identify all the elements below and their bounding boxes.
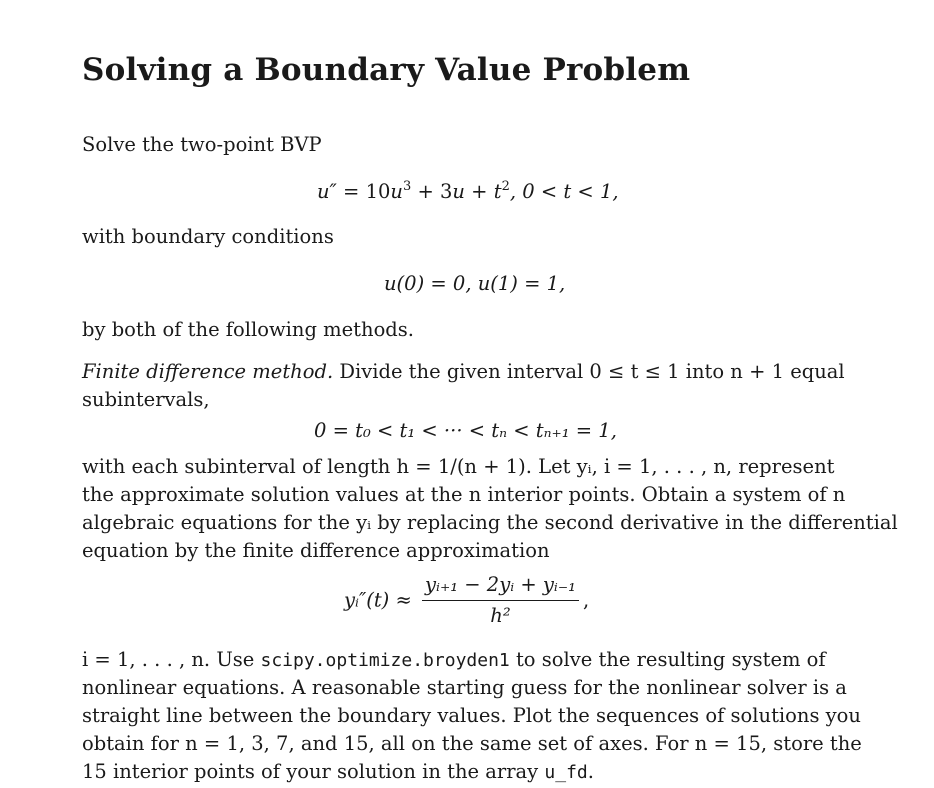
broyden-code: scipy.optimize.broyden1 xyxy=(260,650,510,671)
bc-equation: u(0) = 0, u(1) = 1, xyxy=(384,272,566,295)
fd-eq-denominator: h² xyxy=(490,604,511,627)
ode-rhs-c-exp: 2 xyxy=(501,179,510,194)
u-fd-code: u_fd xyxy=(544,762,588,783)
grid-equation: 0 = t₀ < t₁ < ··· < tₙ < tₙ₊₁ = 1, xyxy=(314,419,617,442)
final-l1-post: to solve the resulting system of xyxy=(509,648,826,671)
fd-p2-line-2: the approximate solution values at the n interior points. Obtain a system of n xyxy=(82,483,846,506)
fd-p2-line-4: equation by the finite difference approximation xyxy=(82,539,550,562)
ode-rhs-c-var: t xyxy=(493,180,502,203)
fd-p1-line2: subintervals, xyxy=(82,388,210,411)
fd-heading: Finite difference method. xyxy=(82,360,334,383)
ode-rhs-a-exp: 3 xyxy=(402,179,412,194)
ode-rhs-a: 10 xyxy=(365,180,391,203)
ode-eq-sign: = xyxy=(343,180,360,203)
final-line-1 xyxy=(82,646,826,675)
ode-equation xyxy=(317,178,619,206)
final-line-5 xyxy=(82,758,594,787)
fd-p2-line-1: with each subinterval of length h = 1/(n + 1). Let yᵢ, i = 1, . . . , n, represent xyxy=(82,455,835,478)
fd-eq-fraction xyxy=(422,572,579,629)
ode-rhs-b: + 3 xyxy=(411,180,453,203)
ode-rhs-c: + xyxy=(464,180,494,203)
final-l5-post: . xyxy=(587,760,594,783)
methods-text: by both of the following methods. xyxy=(82,318,414,341)
fd-eq-trail: , xyxy=(582,588,590,612)
fd-equation xyxy=(344,572,589,629)
ode-domain: , 0 < t < 1, xyxy=(509,180,619,203)
page-title: Solving a Boundary Value Problem xyxy=(82,52,691,88)
final-l1-pre: i = 1, . . . , n. Use xyxy=(82,648,261,671)
bc-intro-text: with boundary conditions xyxy=(82,225,334,248)
final-l5-pre: 15 interior points of your solution in the array xyxy=(82,760,545,783)
fd-p2-line-3: algebraic equations for the yᵢ by replacing the second derivative in the differential xyxy=(82,511,898,534)
fd-p1-rest: Divide the given interval 0 ≤ t ≤ 1 into n + 1 equal xyxy=(333,360,845,383)
final-line-3: straight line between the boundary values. Plot the sequences of solutions you xyxy=(82,704,861,727)
final-line-2: nonlinear equations. A reasonable starting guess for the nonlinear solver is a xyxy=(82,676,847,699)
ode-rhs-a-var: u xyxy=(390,180,403,203)
final-line-4: obtain for n = 1, 3, 7, and 15, all on the same set of axes. For n = 15, store the xyxy=(82,732,862,755)
intro-text: Solve the two-point BVP xyxy=(82,133,322,156)
fd-eq-numerator: yᵢ₊₁ − 2yᵢ + yᵢ₋₁ xyxy=(422,572,579,601)
fd-eq-lhs: yᵢ″(t) ≈ xyxy=(344,588,412,612)
fd-paragraph-1 xyxy=(82,358,894,386)
ode-lhs: u″ xyxy=(317,180,337,203)
ode-rhs-b-var: u xyxy=(452,180,465,203)
